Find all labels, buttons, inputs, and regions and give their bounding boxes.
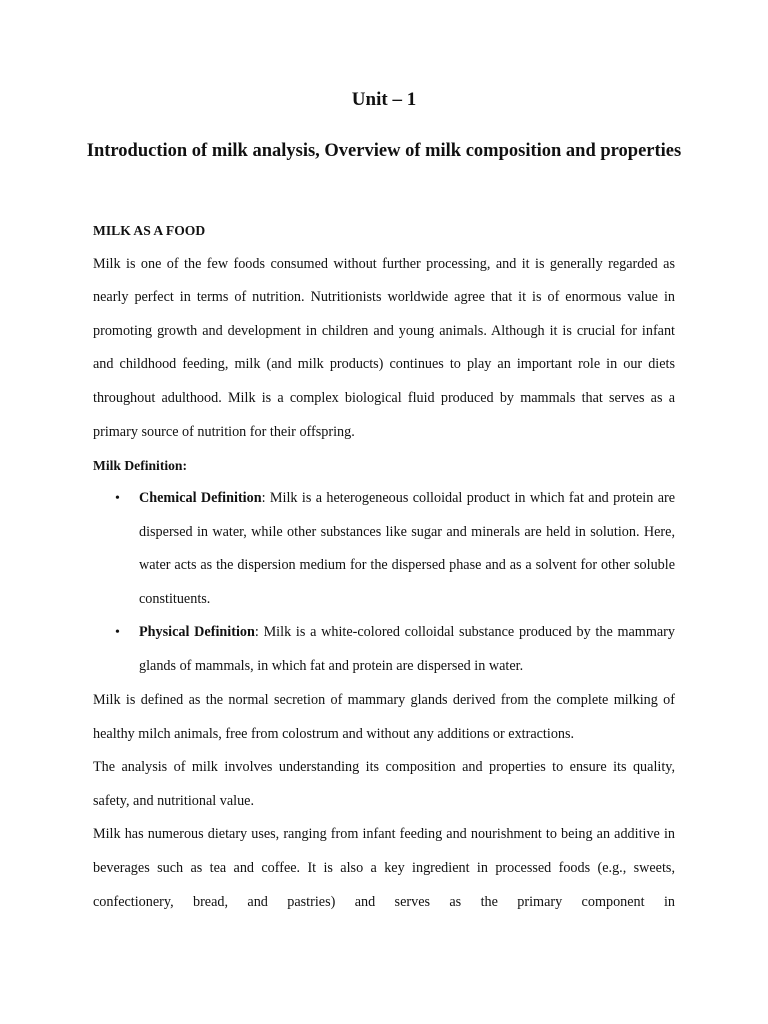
closing-section	[93, 684, 675, 919]
bullet-icon: •	[115, 491, 120, 506]
intro-section	[93, 214, 675, 483]
main-title: Introduction of milk analysis, Overview of milk composition and properties	[86, 141, 682, 161]
paragraph-milk-analysis: The analysis of milk involves understanding its composition and properties to ensure its quality, safety, and nutritional value.	[93, 759, 675, 809]
list-item-physical-definition	[93, 616, 675, 683]
definition-text: : Milk is a heterogeneous colloidal product in which fat and protein are dispersed in water, while other substances like sugar and minerals are held in solution. Here, water acts as the dispersion medium for the dispersed phase and as a solvent for other soluble constituents.	[139, 490, 676, 607]
bullet-icon: •	[115, 625, 120, 641]
definition-term: Physical Definition	[139, 624, 255, 641]
list-item-chemical-definition	[93, 482, 675, 616]
intro-paragraph: Milk is one of the few foods consumed without further processing, and it is generally regarded as nearly perfect in terms of nutrition. Nutritionists worldwide agree that it is of enormous value in promoting growth and development in children and young animals. Although it is crucial for infant and childhood feeding, milk (and milk products) continues to play an important role in our diets throughout adulthood. Milk is a complex biological fluid produced by mammals that serves as a primary source of nutrition for their offspring.	[93, 255, 675, 440]
paragraph-milk-uses: Milk has numerous dietary uses, ranging from infant feeding and nourishment to being an additive in beverages such as tea and coffee. It is also a key ingredient in processed foods (e.g., sweets, confectionery, bread, and pastries) and serves as the primary component in	[93, 826, 675, 910]
definition-text: : Milk is a white-colored colloidal substance produced by the mammary glands of mammals, in which fat and protein are dispersed in water.	[139, 624, 675, 674]
paragraph-legal-definition: Milk is defined as the normal secretion of mammary glands derived from the complete milking of healthy milch animals, free from colostrum and without any additions or extractions.	[93, 692, 675, 742]
section-heading-milk-as-food: MILK AS A FOOD	[93, 223, 206, 238]
unit-title: Unit – 1	[351, 89, 417, 110]
definition-list	[93, 482, 675, 684]
definition-term: Chemical Definition	[139, 490, 262, 506]
definition-heading: Milk Definition:	[93, 458, 188, 474]
